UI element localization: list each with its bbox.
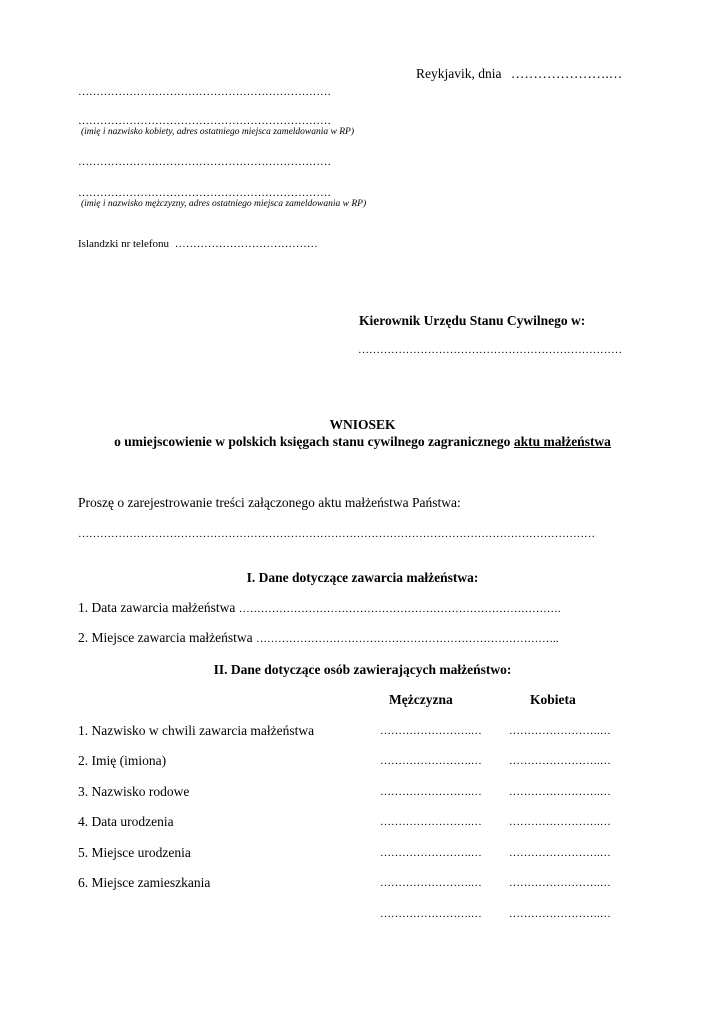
man-field[interactable]: …………………….… xyxy=(380,908,482,920)
section1-row xyxy=(78,600,561,616)
section2-row-label: 6. Miejsce zamieszkania xyxy=(78,875,211,890)
column-man-header: Mężczyzna xyxy=(389,692,453,707)
place-date-line xyxy=(416,66,622,82)
man-line-2[interactable]: …………………………………………………………… xyxy=(78,187,331,199)
woman-field[interactable]: …………………….… xyxy=(509,755,611,767)
man-field[interactable]: …………………….… xyxy=(380,786,482,798)
date-field[interactable]: ………………….… xyxy=(510,66,623,81)
man-field[interactable]: …………………….… xyxy=(380,725,482,737)
request-subtitle xyxy=(0,434,725,450)
woman-line-1[interactable]: …………………………………………………………… xyxy=(78,86,331,98)
man-field[interactable]: …………………….… xyxy=(380,816,482,828)
request-body-field[interactable]: …………………………………………………………………………………………………………………………… xyxy=(78,528,595,540)
woman-note: (imię i nazwisko kobiety, adres ostatniego miejsca zameldowania w RP) xyxy=(81,127,355,137)
addressee-field[interactable]: ……………………………………………………………… xyxy=(358,344,622,356)
request-subtitle-underlined: aktu małżeństwa xyxy=(513,434,611,449)
phone-line xyxy=(78,238,318,250)
section1-row xyxy=(78,630,559,646)
woman-line-2[interactable]: …………………………………………………………… xyxy=(78,115,331,127)
request-title: WNIOSEK xyxy=(329,417,396,432)
man-field[interactable]: …………………….… xyxy=(380,877,482,889)
section1-row-label: 1. Data zawarcia małżeństwa xyxy=(78,600,236,615)
column-woman-header: Kobieta xyxy=(530,692,576,707)
addressee-title: Kierownik Urzędu Stanu Cywilnego w: xyxy=(359,313,586,328)
woman-field[interactable]: …………………….… xyxy=(509,847,611,859)
man-field[interactable]: …………………….… xyxy=(380,755,482,767)
man-line-1[interactable]: …………………………………………………………… xyxy=(78,156,331,168)
man-field[interactable]: …………………….… xyxy=(380,847,482,859)
place-date-label: Reykjavik, dnia xyxy=(416,66,502,81)
section2-row-label: 5. Miejsce urodzenia xyxy=(78,845,191,860)
section1-heading: I. Dane dotyczące zawarcia małżeństwa: xyxy=(246,570,479,585)
section2-row-label: 3. Nazwisko rodowe xyxy=(78,784,190,799)
woman-field[interactable]: …………………….… xyxy=(509,725,611,737)
woman-field[interactable]: …………………….… xyxy=(509,816,611,828)
request-body: Proszę o zarejestrowanie treści załączonego aktu małżeństwa Państwa: xyxy=(78,495,461,510)
woman-field[interactable]: …………………….… xyxy=(509,877,611,889)
phone-field[interactable]: ………………………………… xyxy=(174,238,318,250)
section2-row-label: 1. Nazwisko w chwili zawarcia małżeństwa xyxy=(78,723,315,738)
section1-row-field[interactable]: ……………………………………………………………………………. xyxy=(238,603,561,615)
section1-row-label: 2. Miejsce zawarcia małżeństwa xyxy=(78,630,253,645)
section1-row-field[interactable]: ……………………………………………………………………….. xyxy=(256,633,559,645)
section2-row-label: 2. Imię (imiona) xyxy=(78,753,167,768)
request-subtitle-main: o umiejscowienie w polskich księgach stanu cywilnego zagranicznego xyxy=(114,434,511,449)
section2-heading: II. Dane dotyczące osób zawierających małżeństwo: xyxy=(213,662,512,677)
woman-field[interactable]: …………………….… xyxy=(509,908,611,920)
woman-field[interactable]: …………………….… xyxy=(509,786,611,798)
phone-label: Islandzki nr telefonu xyxy=(78,238,170,250)
man-note: (imię i nazwisko mężczyzny, adres ostatniego miejsca zameldowania w RP) xyxy=(81,199,367,209)
section2-row-label: 4. Data urodzenia xyxy=(78,814,174,829)
